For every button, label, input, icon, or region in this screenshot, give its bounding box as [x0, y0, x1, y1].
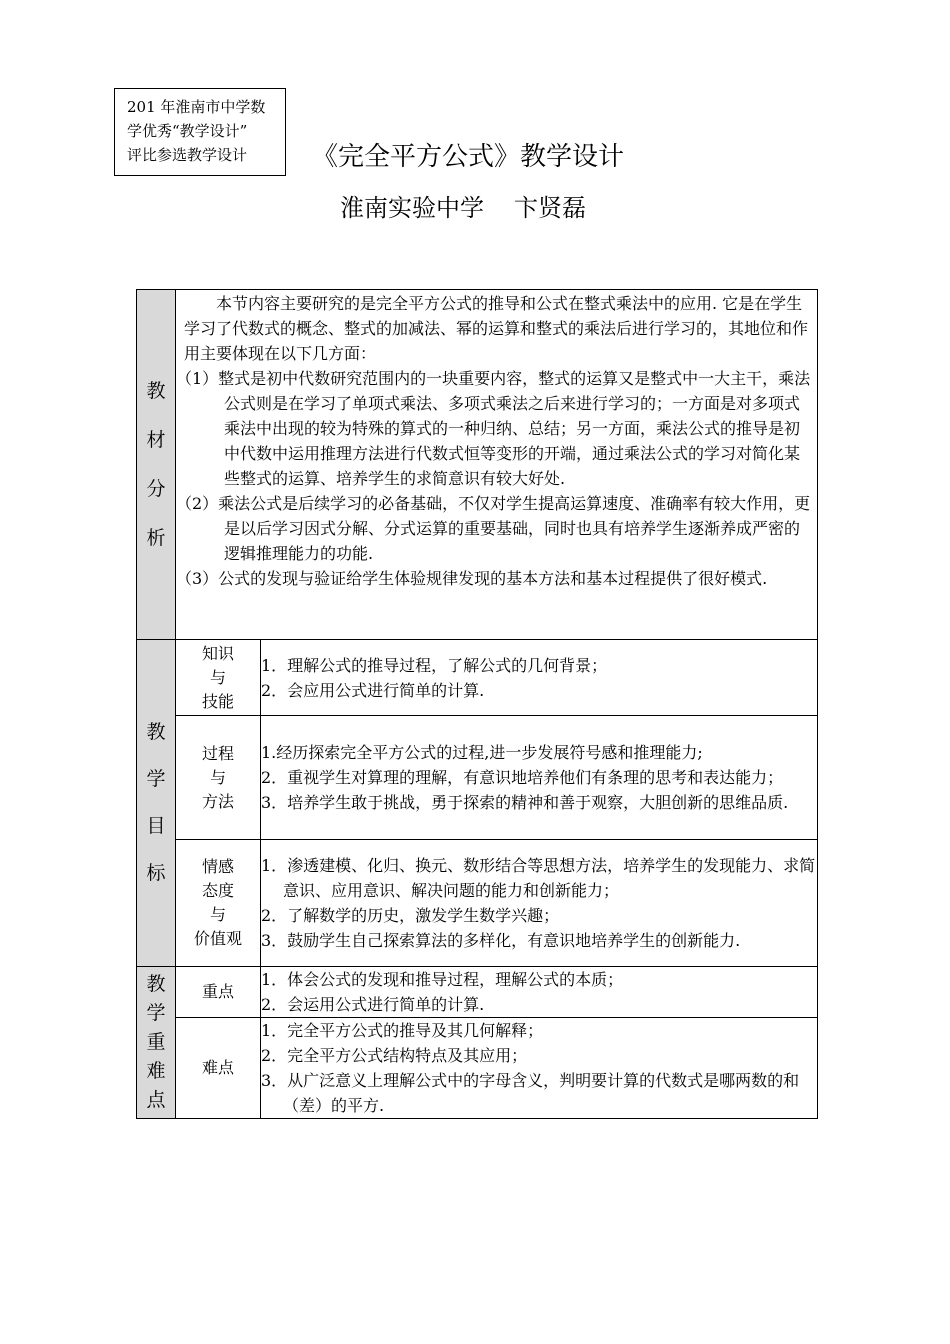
badge-line: 学优秀“教学设计” — [127, 122, 248, 140]
analysis-item: （2）乘法公式是后续学习的必备基础，不仅对学生提高运算速度、准确率有较大作用，更是以后学习因式分解、分式运算的重要基础，同时也具有培养学生逐渐养成严密的逻辑推理能力的功能. — [176, 494, 811, 563]
header-char: 析 — [146, 526, 166, 549]
author-name: 卞贤磊 — [514, 194, 586, 222]
label-line: 情感 — [201, 857, 234, 876]
goal-item: 2．重视学生对算理的理解，有意识地培养他们有条理的思考和表达能力； — [261, 768, 784, 787]
difficult-label: 难点 — [176, 1018, 261, 1119]
school-name: 淮南实验中学 — [340, 194, 484, 222]
badge-line: 评比参选教学设计 — [127, 146, 248, 164]
goal-item: 1．理解公式的推导过程，了解公式的几何背景； — [261, 655, 608, 675]
author-line — [340, 188, 586, 223]
label-line: 方法 — [201, 791, 234, 811]
difficulty-item: 2．完全平方公式结构特点及其应用； — [261, 1046, 528, 1065]
key-items — [261, 967, 818, 1018]
difficulty-item: 3．从广泛意义上理解公式中的字母含义，判明要计算的代数式是哪两数的和（差）的平方. — [261, 1071, 800, 1115]
label-line: 与 — [209, 767, 226, 787]
header-char: 材 — [146, 428, 166, 451]
analysis-item: （3）公式的发现与验证给学生体验规律发现的基本方法和基本过程提供了很好模式. — [176, 569, 768, 588]
header-char: 教 — [146, 379, 166, 402]
label-line: 与 — [209, 905, 226, 924]
knowledge-items — [261, 640, 818, 716]
header-char: 教 — [146, 973, 166, 995]
keypoint-row — [137, 967, 818, 1018]
emotion-items — [261, 840, 818, 967]
goal-item: 1．渗透建模、化归、换元、数形结合等思想方法，培养学生的发现能力、求简意识、应用意识、解决问题的能力和创新能力； — [261, 856, 816, 900]
label-line: 技能 — [201, 691, 234, 711]
emotion-label — [176, 840, 261, 967]
header-char: 学 — [146, 1002, 166, 1024]
analysis-intro: 本节内容主要研究的是完全平方公式的推导和公式在整式乘法中的应用. 它是在学生学习了代数式的概念、整式的加减法、幂的运算和整式的乘法后进行学习的，其地位和作用主要体现在以下几方面： — [184, 294, 809, 363]
keypoint-item: 1．体会公式的发现和推导过程，理解公式的本质； — [261, 970, 624, 989]
goal-item: 2．了解数学的历史，激发学生数学兴趣； — [261, 906, 560, 925]
label-line: 知识 — [201, 643, 234, 663]
goal-emotion-row — [137, 840, 818, 967]
analysis-header — [137, 290, 176, 640]
competition-badge — [114, 88, 286, 176]
goal-item: 3．鼓励学生自己探索算法的多样化，有意识地培养学生的创新能力. — [261, 931, 741, 950]
goal-process-row — [137, 716, 818, 840]
process-label — [176, 716, 261, 840]
goal-item: 1.经历探索完全平方公式的过程,进一步发展符号感和推理能力; — [261, 743, 703, 762]
header-char: 难 — [146, 1060, 166, 1082]
keypoint-item: 2．会运用公式进行简单的计算. — [261, 995, 485, 1014]
knowledge-label — [176, 640, 261, 716]
goal-item: 3．培养学生敢于挑战，勇于探索的精神和善于观察，大胆创新的思维品质. — [261, 793, 789, 812]
header-char: 分 — [146, 477, 166, 500]
header-char: 标 — [146, 862, 166, 884]
analysis-item: （1）整式是初中代数研究范围内的一块重要内容，整式的运算又是整式中一大主干，乘法公式则是在学习了单项式乘法、多项式乘法之后来进行学习的；一方面是对多项式乘法中出现的较为特殊的算式的一种归纳、总结；另一方面，乘法公式的推导是初中代数中运用推理方法进行代数式恒等变形的开端，通过乘法公式的学习对简化某些整式的运算、培养学生的求简意识有较大好处. — [176, 369, 811, 488]
header-char: 目 — [146, 815, 166, 837]
goal-knowledge-row — [137, 640, 818, 716]
lesson-plan-table — [136, 289, 818, 1119]
difficult-items — [261, 1018, 818, 1119]
badge-line: 201 年淮南市中学数 — [127, 98, 266, 116]
key-label: 重点 — [176, 967, 261, 1018]
goals-header — [137, 640, 176, 967]
keypoints-header — [137, 967, 176, 1119]
difficulty-item: 1．完全平方公式的推导及其几何解释； — [261, 1021, 544, 1040]
analysis-row — [137, 290, 818, 640]
document-title: 《完全平方公式》教学设计 — [312, 142, 625, 172]
label-line: 过程 — [201, 743, 234, 763]
goal-item: 2．会应用公式进行简单的计算. — [261, 680, 485, 700]
header-char: 学 — [146, 768, 166, 790]
analysis-content — [176, 290, 818, 640]
label-line: 态度 — [201, 881, 234, 900]
header-char: 重 — [146, 1031, 166, 1053]
header-char: 教 — [146, 721, 166, 743]
label-line: 与 — [209, 667, 226, 687]
label-line: 价值观 — [193, 929, 242, 948]
process-items — [261, 716, 818, 840]
header-char: 点 — [146, 1089, 166, 1111]
difficulty-row — [137, 1018, 818, 1119]
